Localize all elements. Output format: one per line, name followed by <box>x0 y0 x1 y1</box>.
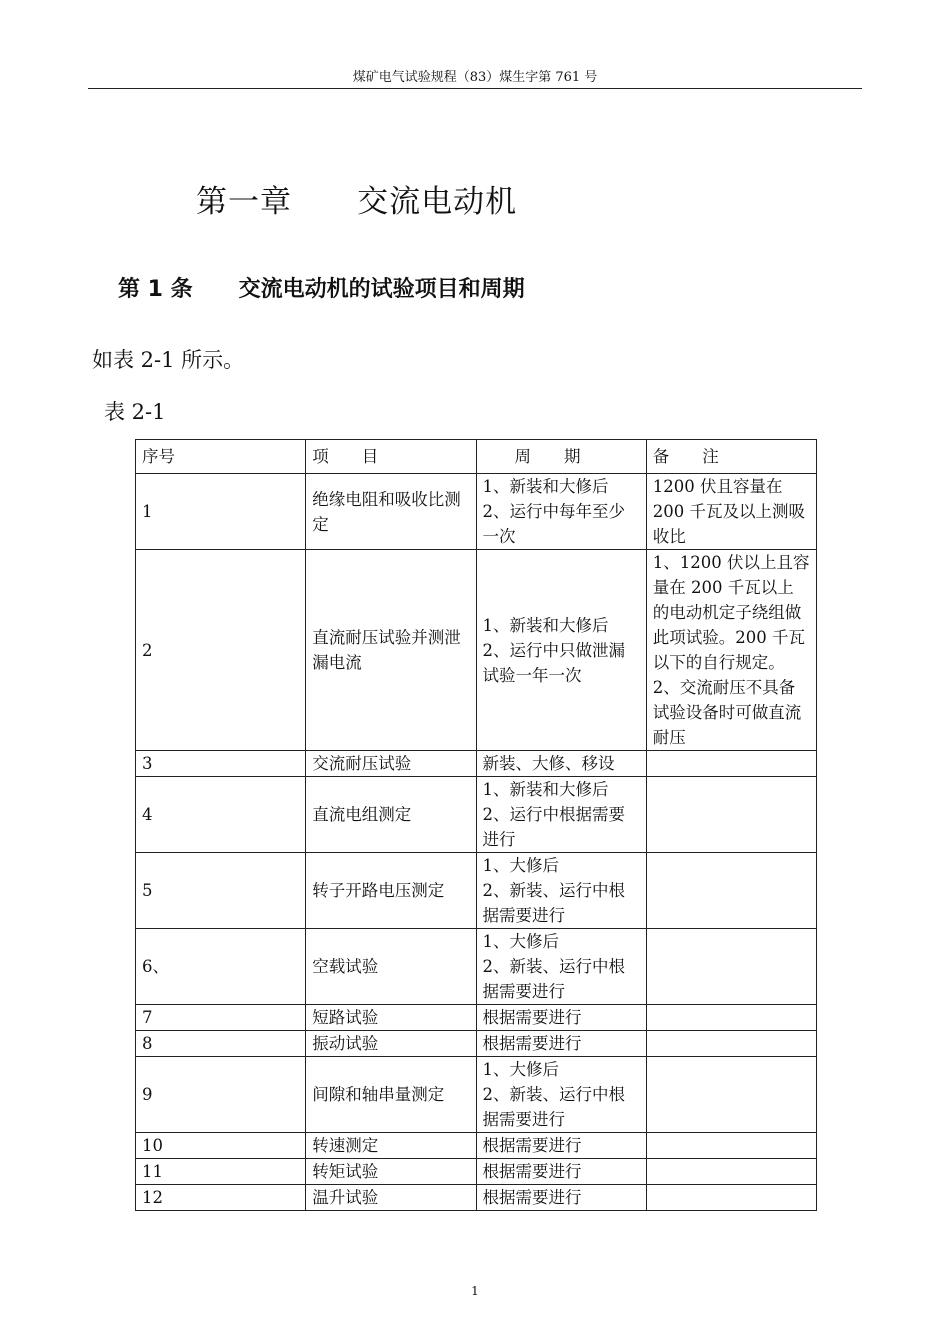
header-cell-item: 项 目 <box>306 440 476 474</box>
table-row <box>136 751 817 777</box>
cell-period: 1、大修后 2、新装、运行中根据需要进行 <box>476 1057 646 1133</box>
cell-item: 直流耐压试验并测泄漏电流 <box>306 550 476 751</box>
cell-index: 10 <box>136 1133 306 1159</box>
table-header-row <box>136 440 817 474</box>
cell-remark <box>646 1005 816 1031</box>
cell-index: 5 <box>136 853 306 929</box>
cell-period: 1、新装和大修后 2、运行中每年至少一次 <box>476 474 646 550</box>
cell-period: 根据需要进行 <box>476 1159 646 1185</box>
table-row <box>136 1185 817 1211</box>
cell-item: 转子开路电压测定 <box>306 853 476 929</box>
chapter-number: 第一章 <box>196 184 292 220</box>
running-header: 煤矿电气试验规程（83）煤生字第 761 号 <box>352 70 598 85</box>
chapter-title: 交流电动机 <box>357 184 518 220</box>
cell-item: 交流耐压试验 <box>306 751 476 777</box>
chapter-heading <box>196 176 517 221</box>
table-row <box>136 1057 817 1133</box>
table-row <box>136 777 817 853</box>
table-row <box>136 1159 817 1185</box>
cell-period: 1、新装和大修后 2、运行中只做泄漏试验一年一次 <box>476 550 646 751</box>
cell-period: 1、新装和大修后 2、运行中根据需要进行 <box>476 777 646 853</box>
cell-period: 根据需要进行 <box>476 1185 646 1211</box>
cell-item: 空载试验 <box>306 929 476 1005</box>
article-heading <box>118 272 525 303</box>
cell-remark <box>646 1057 816 1133</box>
cell-remark <box>646 1133 816 1159</box>
table-row <box>136 474 817 550</box>
cell-index: 4 <box>136 777 306 853</box>
table-row <box>136 853 817 929</box>
header-cell-remark: 备 注 <box>646 440 816 474</box>
article-number: 第 1 条 <box>118 277 193 302</box>
cell-remark <box>646 1185 816 1211</box>
cell-period: 根据需要进行 <box>476 1133 646 1159</box>
cell-item: 温升试验 <box>306 1185 476 1211</box>
cell-item: 绝缘电阻和吸收比测定 <box>306 474 476 550</box>
cell-index: 12 <box>136 1185 306 1211</box>
test-items-table <box>135 439 817 1211</box>
cell-remark <box>646 853 816 929</box>
header-rule <box>88 88 862 89</box>
cell-item: 短路试验 <box>306 1005 476 1031</box>
cell-remark <box>646 929 816 1005</box>
cell-item: 转速测定 <box>306 1133 476 1159</box>
article-title: 交流电动机的试验项目和周期 <box>238 277 525 302</box>
cell-index: 9 <box>136 1057 306 1133</box>
body-paragraph: 如表 2-1 所示。 <box>92 348 245 372</box>
cell-remark: 1200 伏且容量在 200 千瓦及以上测吸收比 <box>646 474 816 550</box>
cell-item: 间隙和轴串量测定 <box>306 1057 476 1133</box>
table-caption: 表 2-1 <box>104 400 166 424</box>
cell-remark <box>646 777 816 853</box>
table-row <box>136 929 817 1005</box>
table-row <box>136 1005 817 1031</box>
cell-index: 1 <box>136 474 306 550</box>
cell-period: 1、大修后 2、新装、运行中根据需要进行 <box>476 929 646 1005</box>
cell-remark <box>646 1031 816 1057</box>
cell-period: 新装、大修、移设 <box>476 751 646 777</box>
cell-index: 2 <box>136 550 306 751</box>
cell-period: 根据需要进行 <box>476 1031 646 1057</box>
cell-item: 转矩试验 <box>306 1159 476 1185</box>
header-cell-index: 序号 <box>136 440 306 474</box>
cell-remark <box>646 751 816 777</box>
page-number: 1 <box>471 1284 479 1298</box>
cell-index: 8 <box>136 1031 306 1057</box>
cell-index: 7 <box>136 1005 306 1031</box>
header-cell-period: 周 期 <box>476 440 646 474</box>
cell-index: 6、 <box>136 929 306 1005</box>
table-row <box>136 1133 817 1159</box>
cell-item: 直流电组测定 <box>306 777 476 853</box>
cell-remark <box>646 1159 816 1185</box>
cell-remark: 1、1200 伏以上且容量在 200 千瓦以上的电动机定子绕组做此项试验。200 千瓦以下的自行规定。2、交流耐压不具备试验设备时可做直流耐压 <box>646 550 816 751</box>
table-body <box>136 474 817 1211</box>
cell-index: 11 <box>136 1159 306 1185</box>
cell-index: 3 <box>136 751 306 777</box>
cell-period: 1、大修后 2、新装、运行中根据需要进行 <box>476 853 646 929</box>
table-row <box>136 1031 817 1057</box>
cell-period: 根据需要进行 <box>476 1005 646 1031</box>
cell-item: 振动试验 <box>306 1031 476 1057</box>
table-row <box>136 550 817 751</box>
